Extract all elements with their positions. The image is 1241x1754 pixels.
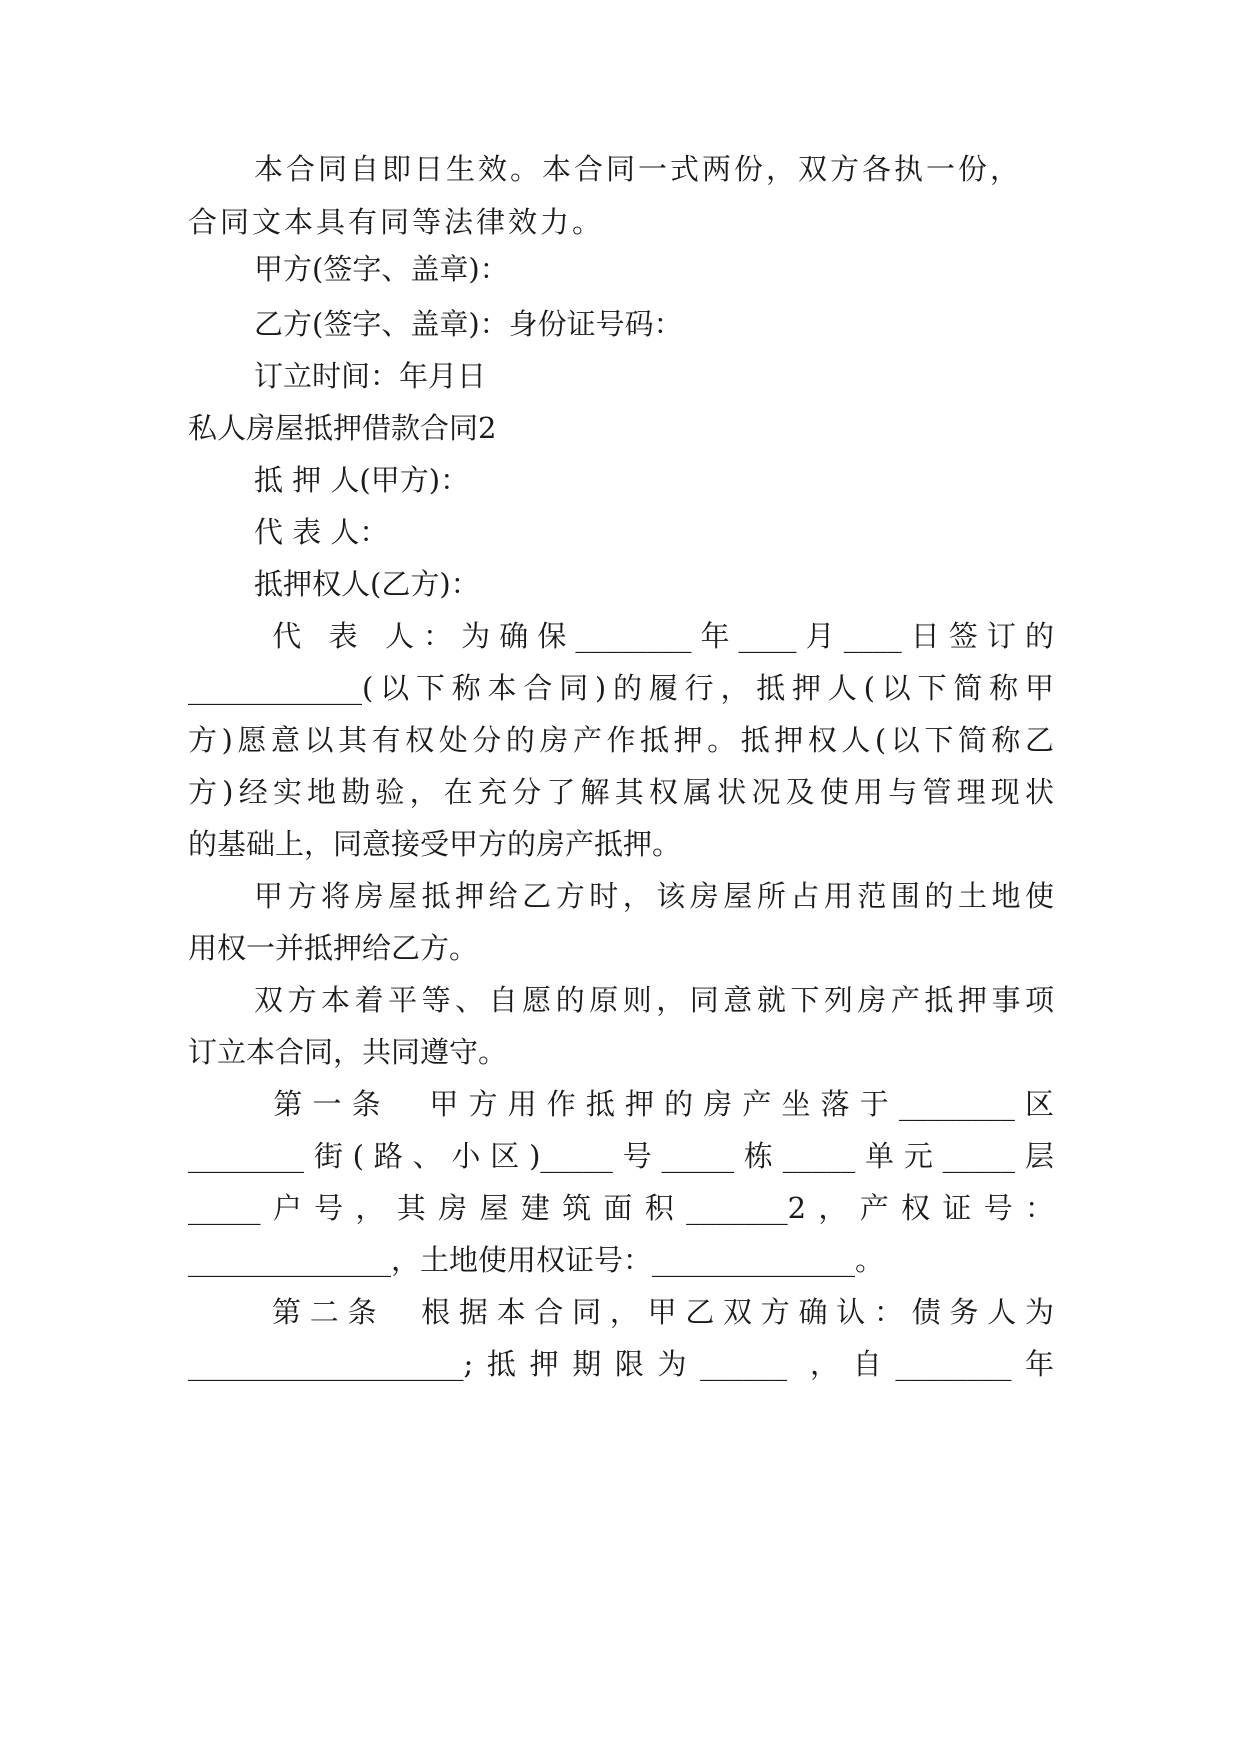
paragraph-land-use-cont: 用权一并抵押给乙方。 [188,931,479,965]
paragraph-purpose-cont-4: 的基础上，同意接受甲方的房产抵押。 [188,827,682,861]
paragraph-principle: 双方本着平等、自愿的原则，同意就下列房产抵押事项 [254,983,1054,1017]
paragraph-effective-clause: 本合同自即日生效。本合同一式两份，双方各执一份， [254,152,1023,186]
paragraph-purpose-cont-2: 方)愿意以其有权处分的房产作抵押。抵押权人(以下简称乙 [188,723,1054,757]
article-two-cont: ___________________;抵押期限为______ ，自________年 [188,1347,1054,1381]
party-b-signature: 乙方(签字、盖章)：身份证号码： [254,307,683,341]
mortgagee-label: 抵押权人(乙方)： [254,567,480,601]
article-one-cont-1: ________街(路、小区)_____号_____栋_____单元_____层 [188,1139,1054,1173]
contract-title: 私人房屋抵押借款合同2 [188,411,497,445]
paragraph-purpose-cont-3: 方)经实地勘验，在充分了解其权属状况及使用与管理现状 [188,775,1054,809]
signing-date: 订立时间：年月日 [254,359,487,393]
party-a-signature: 甲方(签字、盖章)： [254,252,509,286]
paragraph-principle-cont: 订立本合同，共同遵守。 [188,1035,508,1069]
paragraph-purpose: 代 表 人：为确保________年____月____日签订的 [254,619,1054,653]
representative-label: 代 表 人： [254,515,389,549]
article-one-cont-3: ______________，土地使用权证号：______________。 [188,1243,885,1277]
mortgagor-label: 抵 押 人(甲方)： [254,463,470,497]
paragraph-land-use: 甲方将房屋抵押给乙方时，该房屋所占用范围的土地使 [254,879,1054,913]
article-one-cont-2: _____户号，其房屋建筑面积_______2，产权证号： [188,1191,1054,1225]
paragraph-effective-clause-cont: 合同文本具有同等法律效力。 [188,205,605,239]
article-two: 第二条 根据本合同，甲乙双方确认：债务人为 [254,1295,1054,1329]
article-one: 第一条 甲方用作抵押的房产坐落于________区 [254,1087,1054,1121]
paragraph-purpose-cont-1: ____________(以下称本合同)的履行，抵押人(以下简称甲 [188,671,1054,705]
